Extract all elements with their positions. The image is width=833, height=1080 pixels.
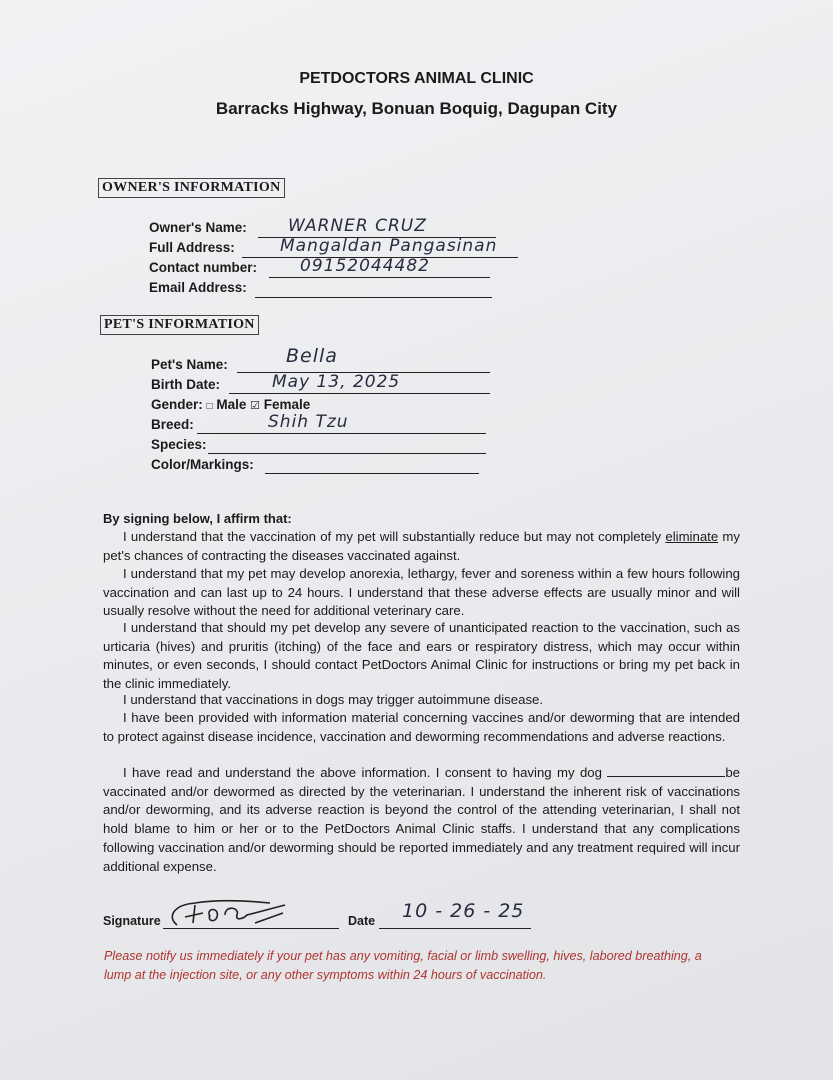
clinic-address: Barracks Highway, Bonuan Boquig, Dagupan City xyxy=(215,99,618,118)
signature-drawing xyxy=(165,895,295,931)
p1-text: I understand that the vaccination of my pet will substantially reduce but may not completely xyxy=(123,529,666,544)
species-label: Species: xyxy=(151,437,207,452)
p1-underlined: eliminate xyxy=(665,529,719,544)
consent-paragraph-2: I understand that my pet may develop anorexia, lethargy, fever and soreness within a few hours following vaccination and can last up to 24 hours. I understand that these adverse effects are usually minor and will usually resolve without the need for additional veterinary care. xyxy=(103,566,740,619)
consent-paragraph-6 xyxy=(103,764,740,876)
signature-label: Signature xyxy=(103,914,161,928)
post-vaccination-notice: Please notify us immediately if your pet has any vomiting, facial or limb swelling, hives, labored breathing, a lump at the injection site, or any other symptoms within 24 hours of vaccination. xyxy=(104,949,702,982)
breed-field[interactable] xyxy=(197,433,486,434)
color-label: Color/Markings: xyxy=(151,457,254,472)
email-label: Email Address: xyxy=(149,280,247,295)
contact-label: Contact number: xyxy=(149,260,257,275)
owner-section-title: OWNER'S INFORMATION xyxy=(98,178,285,198)
owner-name-label: Owner's Name: xyxy=(149,220,247,235)
color-field[interactable] xyxy=(265,473,479,474)
pet-name-value: Bella xyxy=(286,345,338,367)
pet-name-label: Pet's Name: xyxy=(151,357,228,372)
pet-section-title: PET'S INFORMATION xyxy=(100,315,259,335)
contact-value: 09152044482 xyxy=(300,256,430,276)
species-field[interactable] xyxy=(208,453,486,454)
gender-label: Gender: xyxy=(151,397,203,412)
breed-value: Shih Tzu xyxy=(268,412,349,432)
female-checkbox-checked[interactable]: ☑ xyxy=(250,400,260,412)
date-value: 10 - 26 - 25 xyxy=(402,900,525,922)
breed-label: Breed: xyxy=(151,417,194,432)
consent-paragraph-1 xyxy=(103,528,740,565)
consent-paragraph-3: I understand that should my pet develop any severe of unanticipated reaction to the vaccination, such as urticaria (hives) and pruritis (itching) of the face and ears or respiratory distress, which may occur within minutes, or even seconds, I should contact PetDoctors Animal Clinic for instructions or bring my pet back in the clinic immediately. xyxy=(103,620,740,692)
gender-row xyxy=(151,397,310,412)
p1-text-end: my pet's chances of contracting the diseases vaccinated against. xyxy=(103,529,740,563)
email-field[interactable] xyxy=(255,297,492,298)
birth-date-value: May 13, 2025 xyxy=(272,372,401,392)
p6-text: I have read and understand the above information. I consent to having my dog xyxy=(123,765,608,780)
male-label: Male xyxy=(216,397,247,412)
female-label: Female xyxy=(263,397,311,412)
birth-date-field[interactable] xyxy=(229,393,490,394)
consent-heading: By signing below, I affirm that: xyxy=(103,511,292,526)
clinic-name: PETDOCTORS ANIMAL CLINIC xyxy=(299,70,534,87)
address-value: Mangaldan Pangasinan xyxy=(280,236,498,256)
date-label: Date xyxy=(348,914,376,928)
consent-paragraph-4: I understand that vaccinations in dogs may trigger autoimmune disease. xyxy=(123,692,544,707)
p6-text-end: be vaccinated and/or dewormed as directed by the veterinarian. I understand the inherent risk of vaccinations and/or deworming, and its adverse reaction is beyond the control of the attending veterinarian, I shall not hold blame to him or her or to the PetDoctors Animal Clinic staffs. I understand that any complications following vaccination and/or deworming should be reported immediately and any treatment required will incur additional expense. xyxy=(103,765,740,874)
birth-date-label: Birth Date: xyxy=(151,377,221,392)
male-checkbox[interactable]: □ xyxy=(206,401,213,412)
owner-name-value: WARNER CRUZ xyxy=(288,216,427,236)
contact-field[interactable] xyxy=(269,277,490,278)
consent-paragraph-5: I have been provided with information material concerning vaccines and/or deworming that are intended to protect against disease incidence, vaccination and deworming recommendations and adverse reactions. xyxy=(103,710,740,744)
address-label: Full Address: xyxy=(149,240,235,255)
date-field[interactable] xyxy=(379,928,531,929)
dog-name-blank[interactable] xyxy=(607,776,725,777)
